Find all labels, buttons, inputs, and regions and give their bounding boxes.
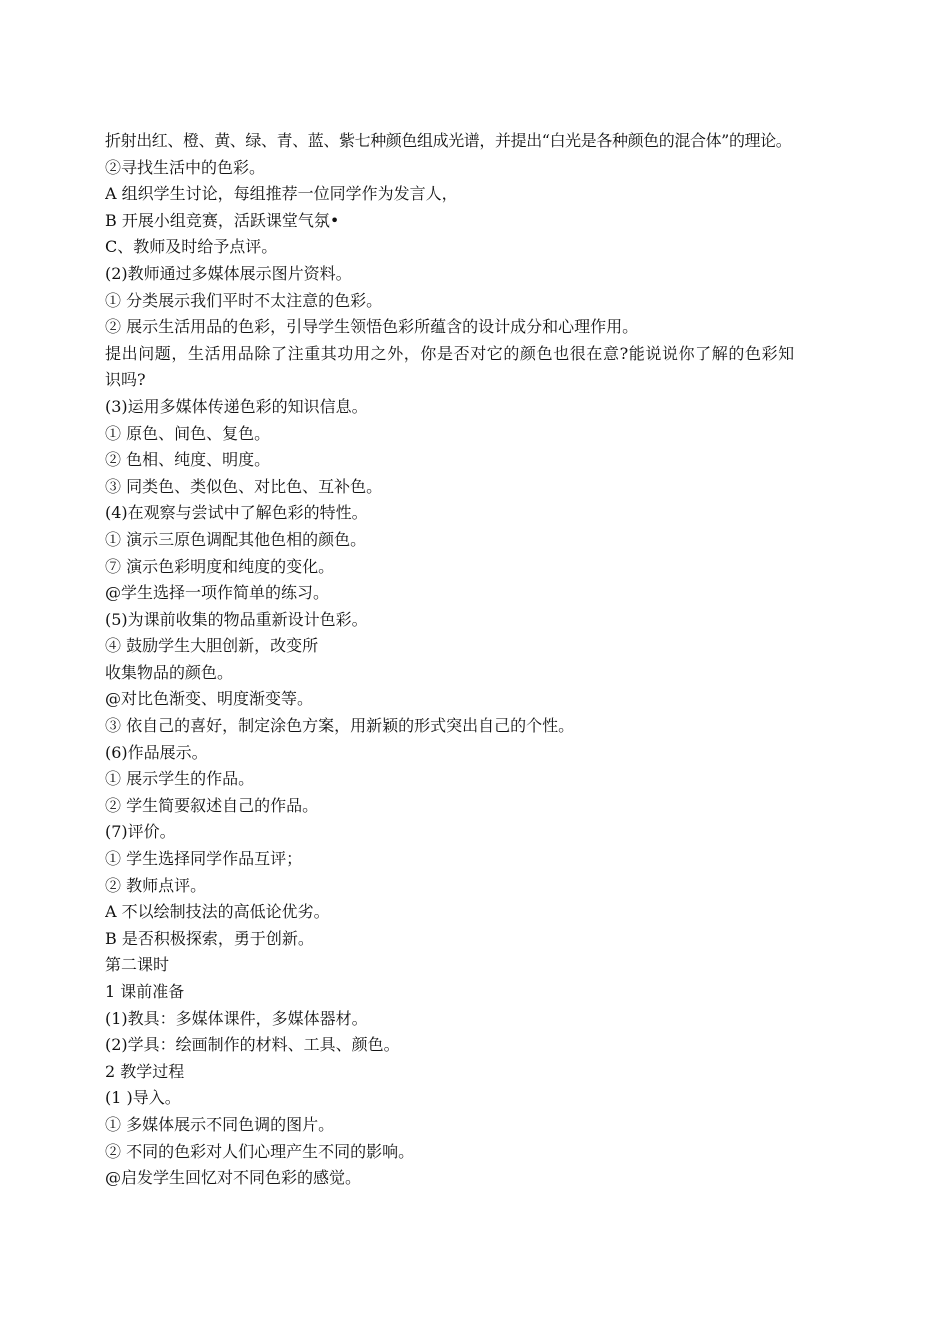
text-line: C、教师及时给予点评。 <box>105 237 278 257</box>
text-line: (2)学具：绘画制作的材料、工具、颜色。 <box>105 1035 400 1055</box>
text-line: (4)在观察与尝试中了解色彩的特性。 <box>105 503 368 523</box>
text-line: 识吗? <box>105 370 146 390</box>
text-line: ① 演示三原色调配其他色相的颜色。 <box>105 529 367 549</box>
text-line: ① 展示学生的作品。 <box>105 769 255 789</box>
text-line: (1)教具：多媒体课件，多媒体器材。 <box>105 1008 368 1028</box>
text-line: B 是否积极探索，勇于创新。 <box>105 928 314 948</box>
text-line: ③ 依自己的喜好，制定涂色方案，用新颖的形式突出自己的个性。 <box>105 716 575 736</box>
text-line: ② 不同的色彩对人们心理产生不同的影响。 <box>105 1141 415 1161</box>
text-line: ① 分类展示我们平时不太注意的色彩。 <box>105 290 383 310</box>
text-line: 收集物品的颜色。 <box>105 662 234 682</box>
text-line: ④ 鼓励学生大胆创新，改变所 <box>105 636 319 656</box>
text-line: (3)运用多媒体传递色彩的知识信息。 <box>105 396 368 416</box>
section-heading: 第二课时 <box>105 955 170 975</box>
document-body <box>105 128 865 1192</box>
text-line: 2 教学过程 <box>105 1061 185 1081</box>
text-line: ① 学生选择同学作品互评； <box>105 849 303 869</box>
text-line: (6)作品展示。 <box>105 742 208 762</box>
text-line: @启发学生回忆对不同色彩的感觉。 <box>105 1168 362 1188</box>
text-line: ⑦ 演示色彩明度和纯度的变化。 <box>105 556 335 576</box>
text-line: 折射出红、橙、黄、绿、青、蓝、紫七种颜色组成光谱，并提出“白光是各种颜色的混合体”的理论。 <box>105 131 792 150</box>
text-line: ③ 同类色、类似色、对比色、互补色。 <box>105 476 383 496</box>
text-line: A 不以绘制技法的高低论优劣。 <box>105 902 330 922</box>
text-line: ① 原色、间色、复色。 <box>105 423 271 443</box>
text-line: ② 教师点评。 <box>105 875 207 895</box>
text-line: (5)为课前收集的物品重新设计色彩。 <box>105 609 368 629</box>
text-line: B 开展小组竞赛，活跃课堂气氛• <box>105 210 340 230</box>
text-line: @学生选择一项作简单的练习。 <box>105 583 330 603</box>
text-line: A 组织学生讨论，每组推荐一位同学作为发言人， <box>105 184 458 204</box>
text-line: ② 色相、纯度、明度。 <box>105 450 271 470</box>
text-line: @对比色渐变、明度渐变等。 <box>105 689 314 709</box>
text-line: ① 多媒体展示不同色调的图片。 <box>105 1114 335 1134</box>
text-line: ② 学生简要叙述自己的作品。 <box>105 795 319 815</box>
text-line: ②寻找生活中的色彩。 <box>105 157 266 177</box>
text-line: (7)评价。 <box>105 822 176 842</box>
text-line: 提出问题，生活用品除了注重其功用之外，你是否对它的颜色也很在意?能说说你了解的色彩知 <box>105 343 795 363</box>
text-line: (2)教师通过多媒体展示图片资料。 <box>105 263 352 283</box>
text-line: ② 展示生活用品的色彩，引导学生领悟色彩所蕴含的设计成分和心理作用。 <box>105 317 639 337</box>
text-line: 1 课前准备 <box>105 982 185 1001</box>
text-line: (1 )导入。 <box>105 1088 181 1108</box>
